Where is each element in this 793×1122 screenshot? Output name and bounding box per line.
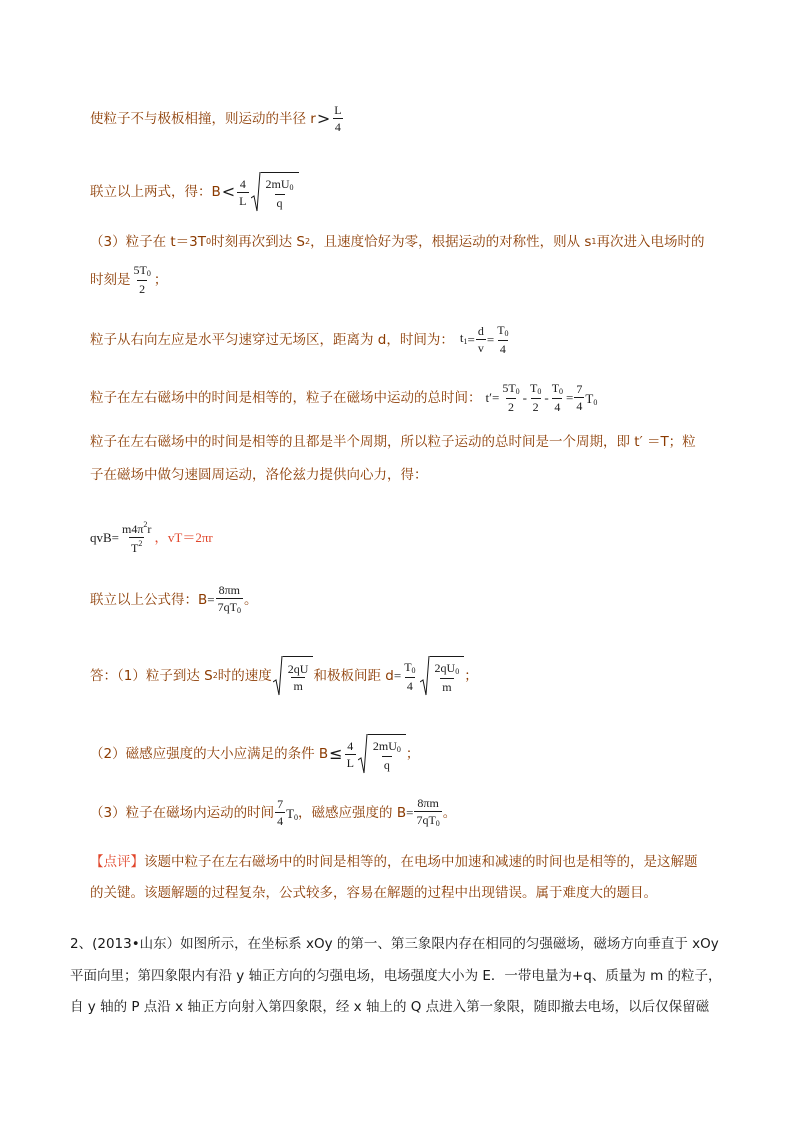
part3-text-b: 时刻再次到达 S	[211, 234, 305, 250]
answer-part1-line: 答：（1）粒子到达 S 2 时的速度 $\frac{2qU}{m}$ 和极板间距 d = $\frac{T_0}{4}$ $\frac{2qU_0}{m}$ ；	[90, 656, 478, 696]
t-prime-symbol: t′	[485, 389, 492, 405]
force-equation-line: qvB = $\frac{m4\pi^2r}{T^2}$ ， vT＝2πr	[90, 520, 213, 555]
problem2-line-1: 2、(2013•山东）如图所示，在坐标系 xOy 的第一、第三象限内存在相同的匀强磁场，磁场方向垂直于 xOy	[70, 936, 719, 952]
fraction-t0-over-4: $\frac{T_0}{4}$	[404, 659, 416, 693]
part3-intro-line: （3）粒子在 t＝3T 0 时刻再次到达 S 2 ，且速度恰好为零，根据运动的对称性，则从 s 1 再次进入电场时的	[90, 234, 705, 250]
combine-result-line	[90, 172, 299, 212]
total-time-line: 粒子在左右磁场中的时间是相等的，粒子在磁场中运动的总时间： t′ = $\frac{5T_0}{2}$ - $\frac{T_0}{2}$ - $\frac{T_0}{4}$ = $\frac{7}{4}$ $T_0$	[90, 381, 598, 414]
fraction-d-over-v: $\frac{d}{v}$	[477, 324, 484, 355]
part3-text-a: （3）粒子在 t＝3T	[90, 234, 207, 250]
fraction-t0-over-4: $\frac{T_0}{4}$	[551, 381, 564, 414]
less-than-symbol: <	[221, 182, 236, 201]
fraction-8pim-over-7qt0: $\frac{8\pi m}{7qT_0}$	[217, 583, 241, 615]
time-moment-text: 时刻是	[90, 271, 131, 288]
fraction-l-over-4: $\frac{L}{4}$	[334, 103, 342, 134]
sqrt-2mu0-over-q: $\frac{2mU_0}{q}$	[251, 172, 299, 212]
fraction-7-over-4: $\frac{7}{4}$	[277, 797, 284, 828]
fraction-5t0-over-2: $\frac{5T_0}{2}$	[133, 263, 151, 296]
answer-part3-line: （3）粒子在磁场内运动的时间 $\frac{7}{4}$ $T_0$ ，磁感应强度的 B = $\frac{8\pi m}{7qT_0}$ 。	[90, 796, 457, 828]
centripetal-line: 子在磁场中做匀速圆周运动，洛伦兹力提供向心力，得：	[90, 467, 428, 483]
field-free-time-line: 粒子从右向左应是水平匀速穿过无场区，距离为 d，时间为： $t_1$ = $\frac{d}{v}$ = $\frac{T_0}{4}$	[90, 323, 509, 356]
fraction-5t0-over-2: $\frac{5T_0}{2}$	[502, 381, 520, 414]
fraction-7-over-4: $\frac{7}{4}$	[576, 382, 583, 413]
fraction-t0-over-2: $\frac{T_0}{2}$	[530, 381, 542, 414]
t1-symbol: $t_1$	[459, 329, 468, 346]
leq-symbol: ≤	[329, 744, 343, 763]
sqrt-2qu-over-m: $\frac{2qU}{m}$	[273, 656, 314, 696]
qvb-symbol: qvB	[90, 529, 112, 545]
time-moment-line: 时刻是 $\frac{5T_0}{2}$ ；	[90, 263, 168, 296]
sqrt-2mu0-over-q: $\frac{2mU_0}{q}$	[358, 734, 406, 774]
part3-text-d: 再次进入电场时的	[596, 234, 705, 250]
fraction-4-over-l: $\frac{4}{L}$	[239, 176, 247, 208]
greater-than-symbol: >	[316, 108, 331, 128]
field-free-text: 粒子从右向左应是水平匀速穿过无场区，距离为 d，时间为：	[90, 331, 454, 348]
comment-tag: 【点评】	[90, 854, 144, 870]
half-period-line: 粒子在左右磁场中的时间是相等的且都是半个周期，所以粒子运动的总时间是一个周期，即 t′ ＝T；粒	[90, 434, 696, 450]
sqrt-2qu0-over-m: $\frac{2qU_0}{m}$	[420, 656, 465, 696]
fraction-8pim-over-7qt0: $\frac{8\pi m}{7qT_0}$	[416, 796, 440, 828]
radius-condition-line	[90, 104, 345, 133]
fraction-4-over-l: $\frac{4}{L}$	[346, 738, 354, 770]
answer-part2-line: （2）磁感应强度的大小应满足的条件 B ≤ $\frac{4}{L}$ $\frac{2mU_0}{q}$ ；	[90, 734, 419, 774]
part3-text-c: ，且速度恰好为零，根据运动的对称性，则从 s	[310, 234, 592, 250]
total-time-text: 粒子在左右磁场中的时间是相等的，粒子在磁场中运动的总时间：	[90, 389, 482, 406]
comment-line-2: 的关键。该题解题的过程复杂，公式较多，容易在解题的过程中出现错误。属于难度大的题目。	[90, 885, 657, 901]
radius-condition-text: 使粒子不与极板相撞，则运动的半径 r	[90, 110, 316, 127]
problem2-line-2: 平面向里；第四象限内有沿 y 轴正方向的匀强电场，电场强度大小为 E．一带电量为+q、质量为 m 的粒子，	[70, 968, 722, 984]
combine-text: 联立以上两式，得：B	[90, 184, 221, 200]
problem2-line-3: 自 y 轴的 P 点沿 x 轴正方向射入第四象限，经 x 轴上的 Q 点进入第一象限，随即撤去电场，以后仅保留磁	[70, 999, 710, 1015]
vt-equation: vT＝2πr	[167, 529, 213, 545]
b-result-line: 联立以上公式得：B = $\frac{8\pi m}{7qT_0}$ 。	[90, 583, 258, 615]
comment-line-1: 【点评】 该题中粒子在左右磁场中的时间是相等的，在电场中加速和减速的时间也是相等的，是这解题	[90, 854, 698, 870]
fraction-t0-over-4: $\frac{T_0}{4}$	[497, 323, 509, 356]
fraction-m4pi2r-over-t2: $\frac{m4\pi^2r}{T^2}$	[122, 520, 152, 555]
